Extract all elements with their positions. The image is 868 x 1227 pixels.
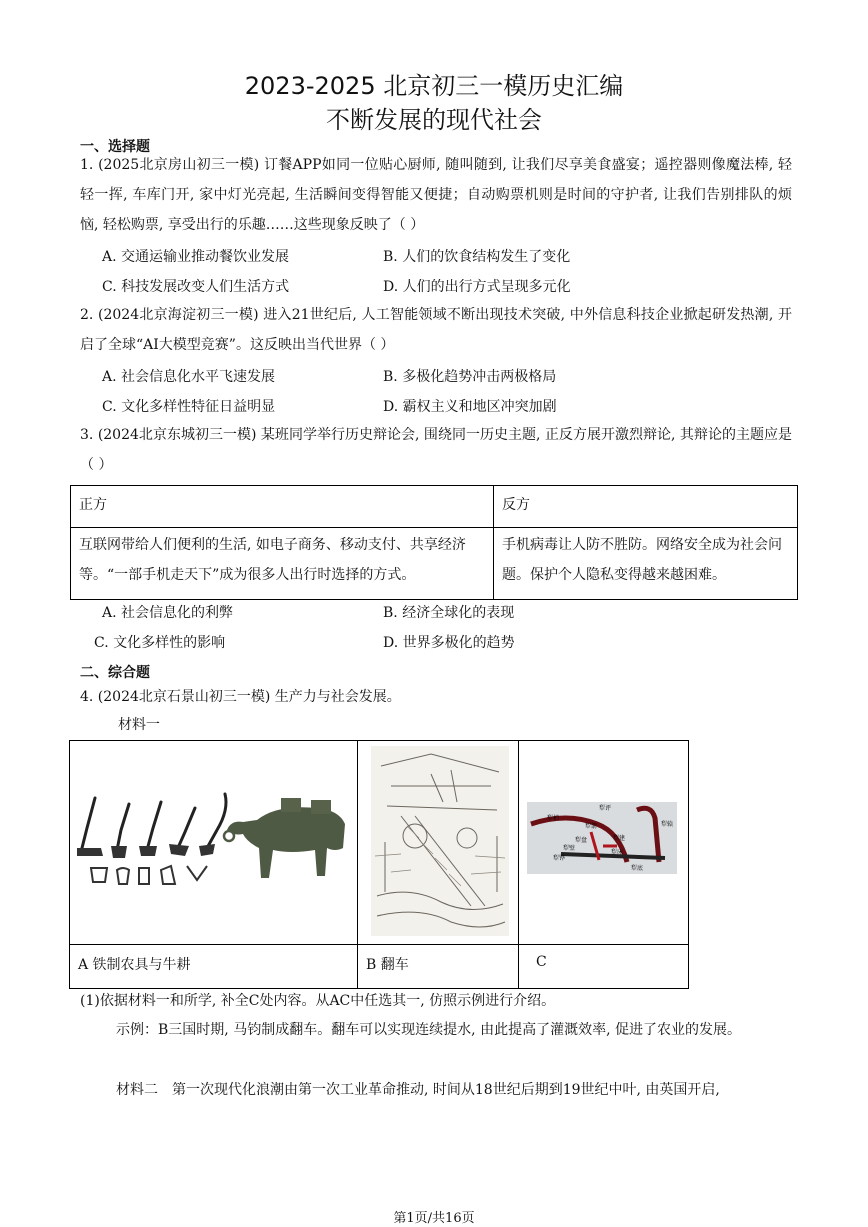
plow-label: 犁盘	[575, 837, 588, 844]
q1-option-d: D. 人们的出行方式呈现多元化	[383, 279, 571, 295]
q1-option-b: B. 人们的饮食结构发生了变化	[383, 249, 571, 265]
q3-option-d: D. 世界多极化的趋势	[383, 635, 515, 651]
q1-option-a: A. 交通运输业推动餐饮业发展	[102, 249, 290, 265]
section-heading-comprehensive: 二、综合题	[80, 665, 150, 681]
bronze-ox-figure	[224, 798, 345, 878]
q2-option-d: D. 霸权主义和地区冲突加剧	[383, 399, 557, 415]
q1-option-c: C. 科技发展改变人们生活方式	[102, 279, 290, 295]
debate-table	[70, 485, 798, 600]
plow-label: 犁辕	[661, 821, 674, 828]
q2-option-c: C. 文化多样性特征日益明显	[102, 399, 276, 415]
plow-label: 犁评	[599, 805, 612, 812]
question-4-stem: 4. (2024北京石景山初三一模) 生产力与社会发展。	[80, 689, 401, 705]
sub-question-1: (1)依据材料一和所学, 补全C处内容。从AC中任选其一, 仿照示例进行介绍。	[80, 993, 556, 1009]
question-3-stem: 3. (2024北京东城初三一模) 某班同学举行历史辩论会, 围绕同一历史主题, 正反方展开激烈辩论, 其辩论的主题应是（ ）	[80, 427, 792, 473]
plow-label: 犁建	[613, 835, 626, 842]
table-cell-pro: 互联网带给人们便利的生活, 如电子商务、移动支付、共享经济等。“一部手机走天下”成为很多人出行时选择的方式。	[71, 528, 494, 600]
plow-label: 犁底	[631, 865, 644, 872]
iron-tools-ox-image	[77, 790, 353, 894]
page-number: 第1页/共16页	[393, 1211, 475, 1226]
material-2-text: 材料二 第一次现代化浪潮由第一次工业革命推动, 时间从18世纪后期到19世纪中叶, 由英国开启,	[116, 1082, 720, 1098]
plow-label: 犁铧	[553, 855, 566, 862]
caption-a: A 铁制农具与牛耕	[78, 957, 191, 973]
example-answer: 示例：B三国时期, 马钧制成翻车。翻车可以实现连续提水, 由此提高了灌溉效率, 促进了农业的发展。	[116, 1022, 741, 1038]
plow-label: 犁梢	[547, 815, 560, 822]
q2-option-a: A. 社会信息化水平飞速发展	[102, 369, 276, 385]
q2-option-b: B. 多极化趋势冲击两极格局	[383, 369, 557, 385]
page-subtitle: 不断发展的现代社会	[326, 106, 542, 134]
question-1-stem: 1. (2025北京房山初三一模) 订餐APP如同一位贴心厨师, 随叫随到, 让我们尽享美食盛宴；遥控器则像魔法棒, 轻轻一挥, 车库门开, 家中灯光亮起, 生活瞬间变得智能又便捷；自动购票机则是时间的守护者, 让我们告别排队的烦恼, 轻松购票, 享受出行的乐趣……这些现象反映了（ ）	[80, 157, 792, 233]
plow-label: 犁壁	[563, 845, 576, 852]
table-header-pro: 正方	[71, 486, 494, 528]
plow-label: 犁箭	[585, 823, 598, 830]
page-title: 2023-2025 北京初三一模历史汇编	[244, 72, 624, 100]
table-header-con: 反方	[494, 486, 798, 528]
q3-option-c: C. 文化多样性的影响	[94, 635, 226, 651]
table-cell-con: 手机病毒让人防不胜防。网络安全成为社会问题。保护个人隐私变得越来越困难。	[494, 528, 798, 600]
section-heading-choice: 一、选择题	[80, 139, 150, 155]
caption-b: B 翻车	[366, 957, 409, 973]
square-pallet-chain-pump-image	[371, 746, 509, 936]
caption-c: C	[536, 954, 547, 970]
material-1-label: 材料一	[118, 717, 160, 733]
material-image-grid	[69, 740, 689, 989]
curved-shaft-plow-image	[527, 802, 677, 874]
q3-option-a: A. 社会信息化的利弊	[102, 605, 234, 621]
plow-label: 犁床	[611, 849, 624, 856]
q3-option-b: B. 经济全球化的表现	[383, 605, 515, 621]
question-2-stem: 2. (2024北京海淀初三一模) 进入21世纪后, 人工智能领域不断出现技术突破, 中外信息科技企业掀起研发热潮, 开启了全球“AI大模型竞赛”。这反映出当代世界（ ）	[80, 307, 792, 353]
